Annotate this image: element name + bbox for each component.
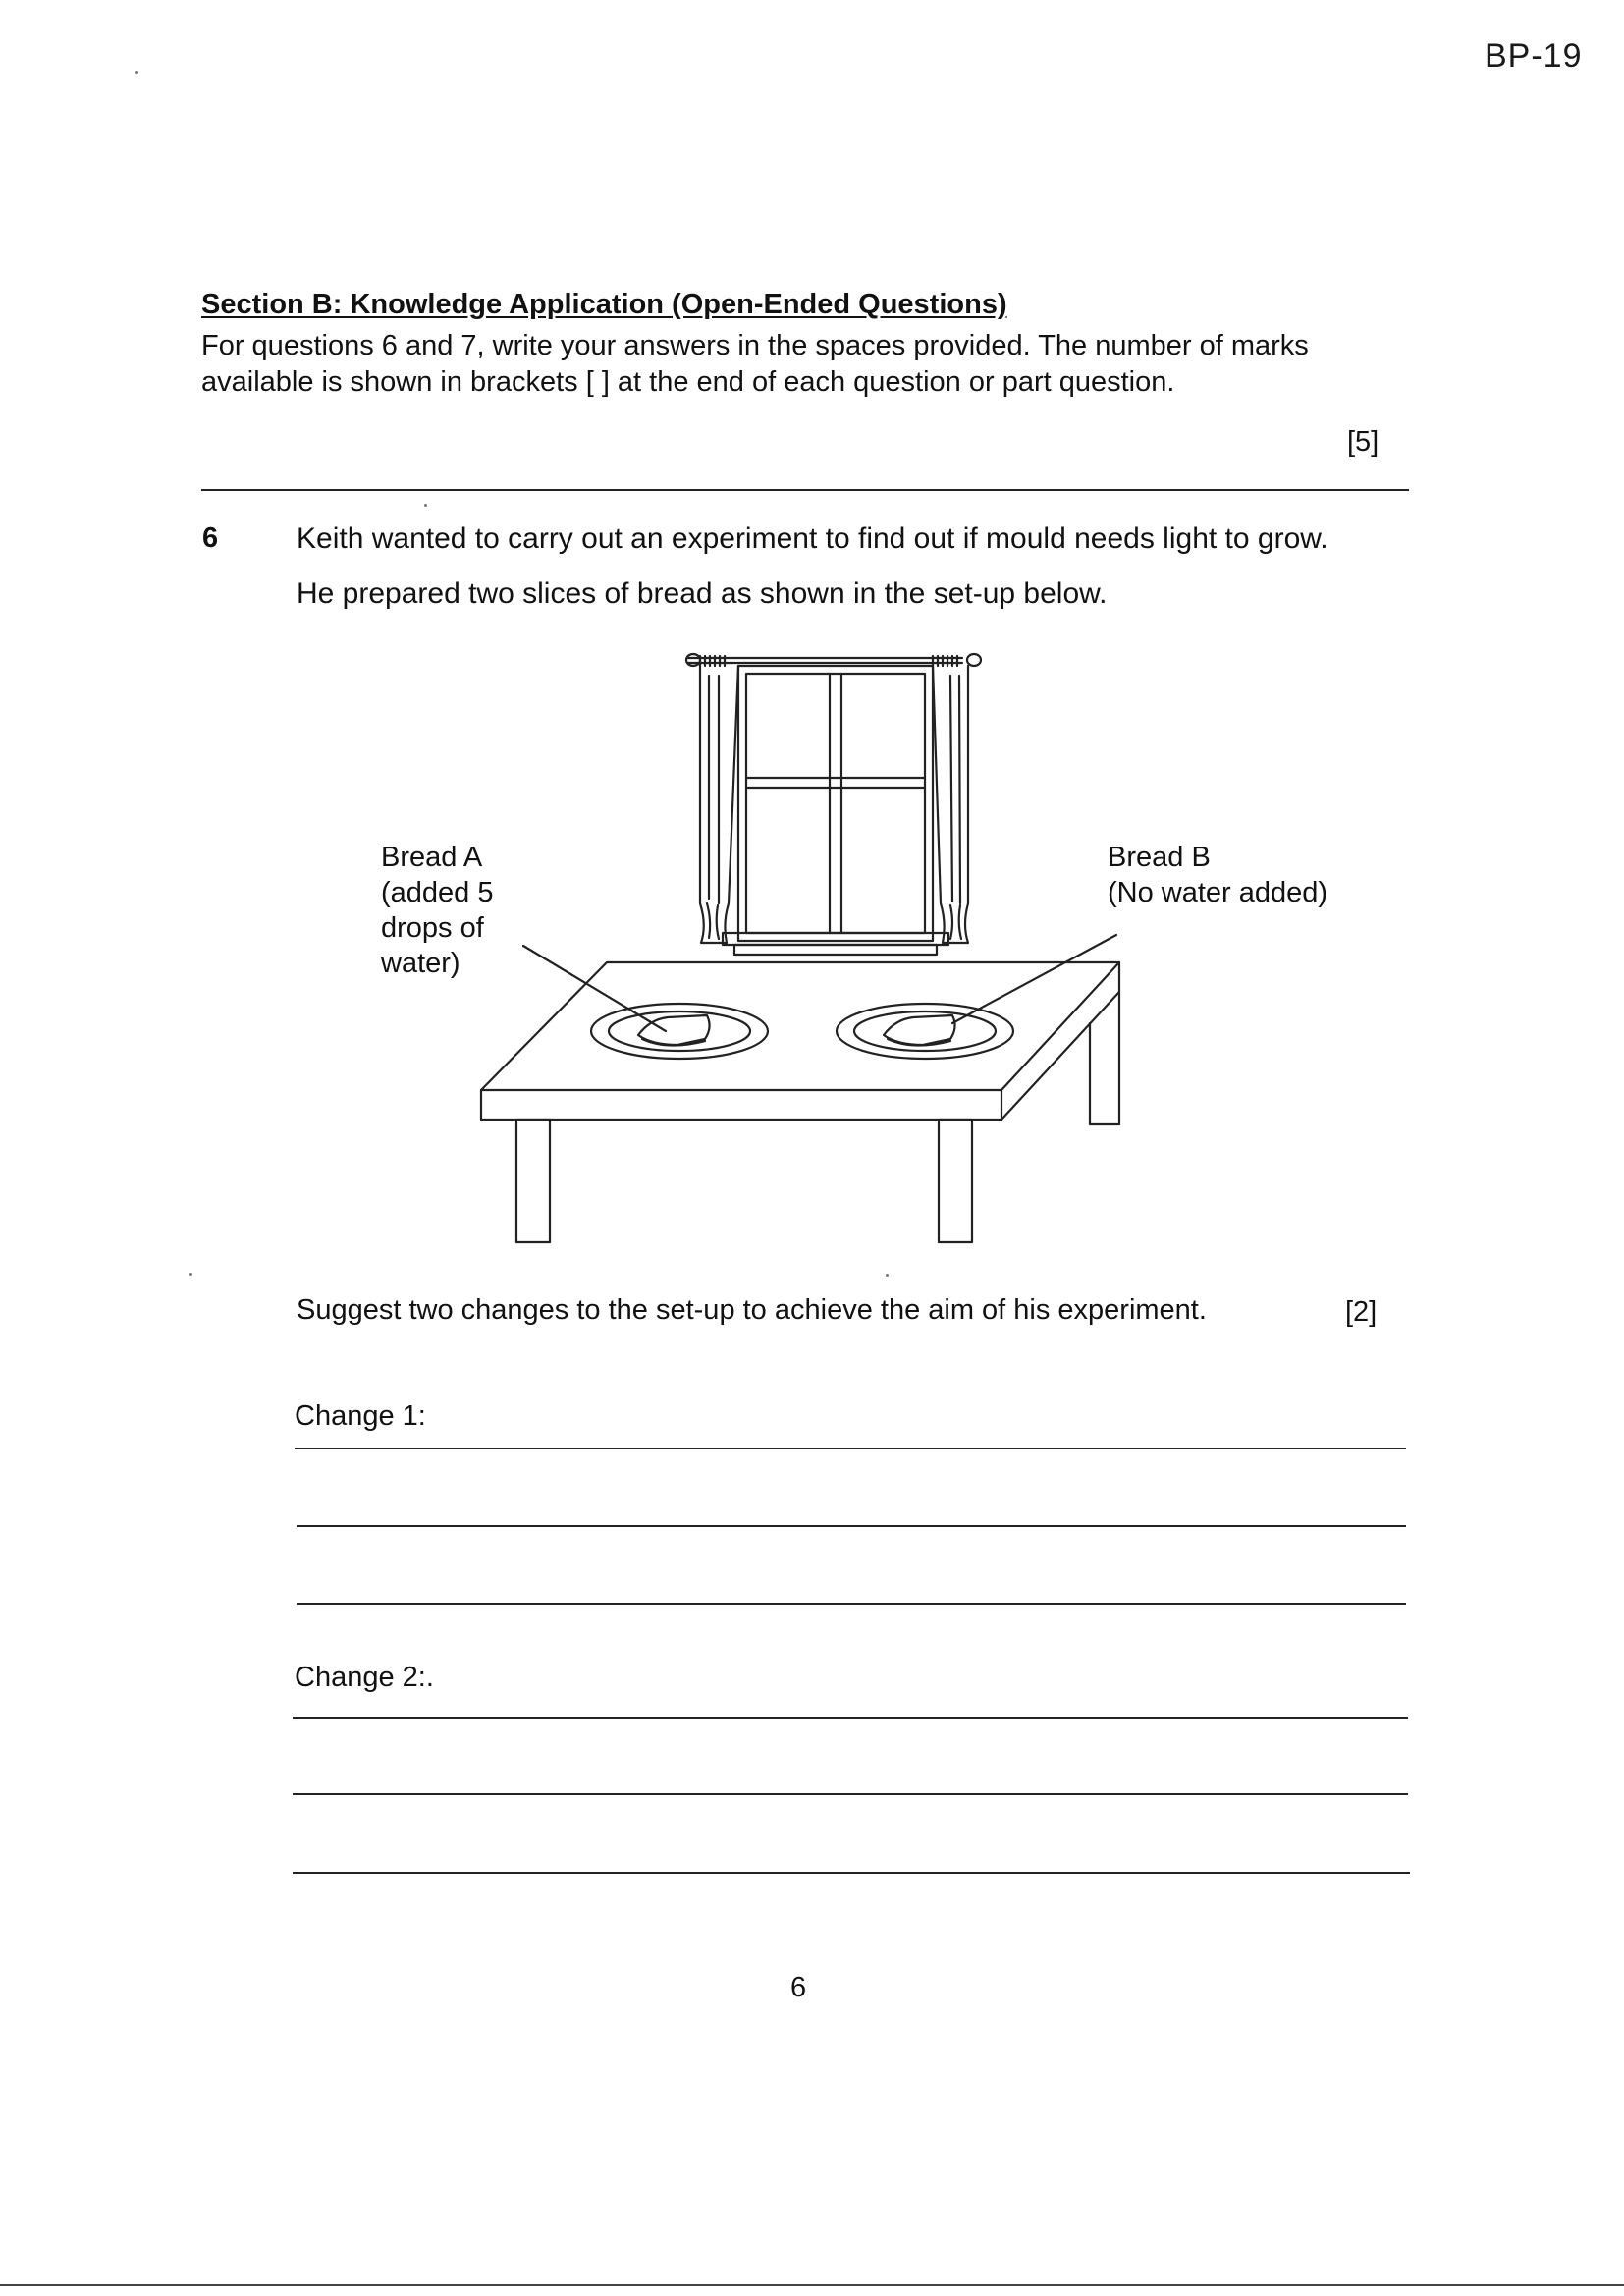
pointer-line-bread-b xyxy=(952,935,1116,1023)
bread-b-label xyxy=(1108,840,1402,910)
question-marks: [2] xyxy=(1345,1296,1378,1328)
question-text-line-2: He prepared two slices of bread as shown in the set-up below. xyxy=(297,577,1108,610)
section-title: Section B: Knowledge Application (Open-Ended Questions) xyxy=(201,289,1007,320)
answer-line-change-1-c[interactable] xyxy=(297,1603,1406,1605)
bread-a-label-line-1: Bread A xyxy=(381,842,483,873)
section-divider xyxy=(201,489,1409,491)
change-2-label: Change 2:. xyxy=(295,1662,434,1693)
bread-a-label-line-3: drops of xyxy=(381,912,484,944)
scan-speck xyxy=(886,1274,889,1277)
plate-bread-a xyxy=(591,1004,768,1059)
bread-a-label-line-4: water) xyxy=(381,948,460,979)
answer-line-change-1-a[interactable] xyxy=(295,1448,1406,1449)
answer-line-change-2-a[interactable] xyxy=(293,1717,1408,1719)
change-1-label: Change 1: xyxy=(295,1400,426,1432)
answer-line-change-2-c[interactable] xyxy=(293,1872,1410,1874)
answer-line-change-1-b[interactable] xyxy=(297,1525,1406,1527)
scan-speck xyxy=(189,1273,192,1276)
bread-b-label-line-1: Bread B xyxy=(1108,842,1211,873)
answer-line-change-2-b[interactable] xyxy=(293,1793,1408,1795)
question-prompt: Suggest two changes to the set-up to achieve the aim of his experiment. xyxy=(297,1294,1207,1326)
page-code: BP-19 xyxy=(1485,37,1583,75)
scan-speck xyxy=(424,504,427,507)
bread-a-label-line-2: (added 5 xyxy=(381,877,494,908)
bread-b-label-line-2: (No water added) xyxy=(1108,877,1328,908)
bread-a-label xyxy=(381,840,558,981)
plate-bread-b xyxy=(837,1004,1013,1059)
page-number: 6 xyxy=(790,1972,807,2003)
section-instructions: For questions 6 and 7, write your answers in the spaces provided. The number of marks available is shown in brackets [ ] at the end of each question or part question. xyxy=(201,330,1309,398)
table-illustration xyxy=(481,962,1119,1242)
question-text-line-1: Keith wanted to carry out an experiment to find out if mould needs light to grow. xyxy=(297,522,1328,555)
window-illustration xyxy=(686,654,981,955)
scan-speck xyxy=(135,71,138,74)
question-number: 6 xyxy=(202,522,219,554)
page-bottom-rule xyxy=(0,2284,1624,2286)
section-marks: [5] xyxy=(1347,426,1380,458)
